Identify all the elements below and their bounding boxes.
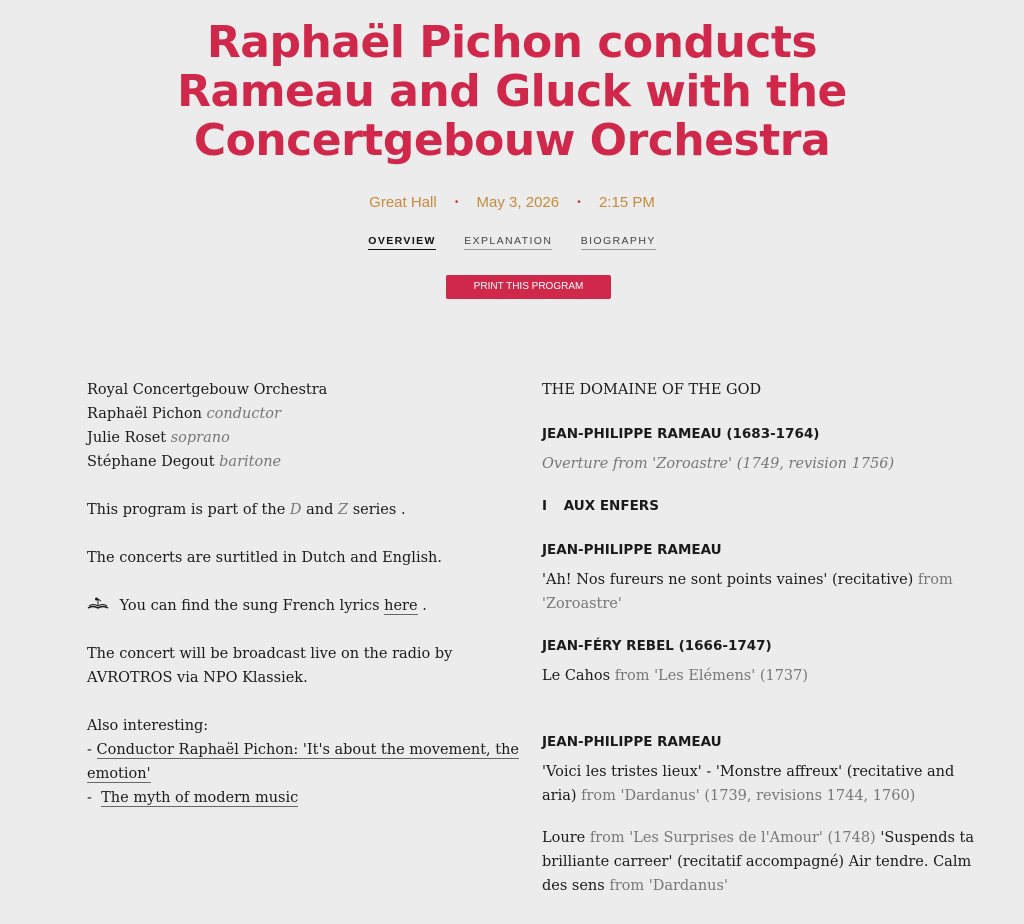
series-suffix: series . (352, 502, 406, 518)
performer-name: Raphaël Pichon (87, 406, 202, 422)
work-title (542, 664, 982, 688)
performer (87, 450, 527, 474)
work-main: 'Suspends ta brilliante carreer' (recitatif accompagné) Air tendre. Calm des sens (542, 830, 975, 894)
program-info (87, 378, 527, 810)
cast-list (87, 378, 527, 474)
tab-overview[interactable]: OVERVIEW (368, 235, 436, 250)
also-interesting (87, 714, 527, 810)
part-title: AUX ENFERS (563, 498, 659, 514)
performer-role: conductor (206, 406, 281, 422)
dash: - (87, 790, 92, 806)
event-date: May 3, 2026 (476, 194, 560, 211)
page-title (0, 18, 1024, 165)
part-number: I (542, 498, 548, 514)
work-main: 'Ah! Nos fureurs ne sont points vaines' (recitative) (542, 572, 914, 588)
composer-name: JEAN-PHILIPPE RAMEAU (542, 734, 722, 750)
lyrics-note (87, 594, 527, 618)
surtitles-note: The concerts are surtitled in Dutch and English. (87, 550, 442, 566)
series-z-link[interactable]: Z (338, 502, 349, 518)
venue: Great Hall (369, 194, 437, 211)
work-source: from 'Les Surprises de l'Amour' (1748) (589, 830, 876, 846)
also-heading: Also interesting: (87, 718, 209, 734)
print-program-button[interactable]: PRINT THIS PROGRAM (446, 275, 611, 299)
related-item (87, 786, 527, 810)
section-title: THE DOMAINE OF THE GOD (542, 382, 762, 398)
related-link-modern-music[interactable]: The myth of modern music (101, 790, 299, 806)
series-and: and (306, 502, 334, 518)
open-book-icon (87, 594, 115, 618)
composer-name: JEAN-PHILIPPE RAMEAU (1683-1764) (542, 426, 820, 442)
work-main: Le Cahos (542, 668, 611, 684)
performer-role: baritone (219, 454, 282, 470)
performer-name: Julie Roset (87, 430, 167, 446)
related-item (87, 738, 527, 786)
lyrics-text: You can find the sung French lyrics (119, 598, 380, 614)
performer (87, 426, 527, 450)
work-main: 'Voici les tristes lieux' - 'Monstre affreux' (recitative and aria) (542, 764, 955, 804)
work-source: from 'Dardanus' (1739, revisions 1744, 1760) (581, 788, 916, 804)
composer-name: JEAN-FÉRY REBEL (1666-1747) (542, 638, 772, 654)
work-title: Overture from 'Zoroastre' (1749, revision 1756) (542, 456, 895, 472)
program-listing (542, 378, 982, 916)
dash: - (87, 742, 92, 758)
related-link-pichon[interactable]: Conductor Raphaël Pichon: 'It's about the movement, the emotion' (87, 742, 519, 782)
work-source: from 'Zoroastre' (542, 572, 953, 612)
lyrics-link[interactable]: here (384, 598, 418, 614)
event-time: 2:15 PM (598, 194, 655, 211)
part-heading (542, 494, 982, 518)
work-title (542, 568, 982, 616)
separator-dot: • (454, 197, 459, 208)
event-meta (0, 194, 1024, 211)
lyrics-suffix: . (422, 598, 427, 614)
work-title (542, 760, 982, 808)
title-line: Raphaël Pichon conducts (206, 17, 818, 68)
work-main: Loure (542, 830, 586, 846)
tab-explanation[interactable]: EXPLANATION (464, 235, 552, 250)
tab-bar (0, 235, 1024, 250)
work-source: from 'Dardanus' (609, 878, 728, 894)
performer (87, 402, 527, 426)
work-source: from 'Les Elémens' (1737) (614, 668, 809, 684)
performer-role: soprano (170, 430, 230, 446)
title-line: Rameau and Gluck with the (177, 66, 847, 117)
performer-name: Stéphane Degout (87, 454, 215, 470)
title-line: Concertgebouw Orchestra (193, 115, 831, 166)
broadcast-note: The concert will be broadcast live on the radio by AVROTROS via NPO Klassiek. (87, 646, 453, 686)
orchestra-name: Royal Concertgebouw Orchestra (87, 382, 328, 398)
series-prefix: This program is part of the (87, 502, 286, 518)
series-note (87, 498, 527, 522)
composer-name: JEAN-PHILIPPE RAMEAU (542, 542, 722, 558)
work-title (542, 826, 982, 898)
tab-biography[interactable]: BIOGRAPHY (581, 235, 656, 250)
series-d-link[interactable]: D (289, 502, 302, 518)
separator-dot: • (577, 197, 581, 208)
